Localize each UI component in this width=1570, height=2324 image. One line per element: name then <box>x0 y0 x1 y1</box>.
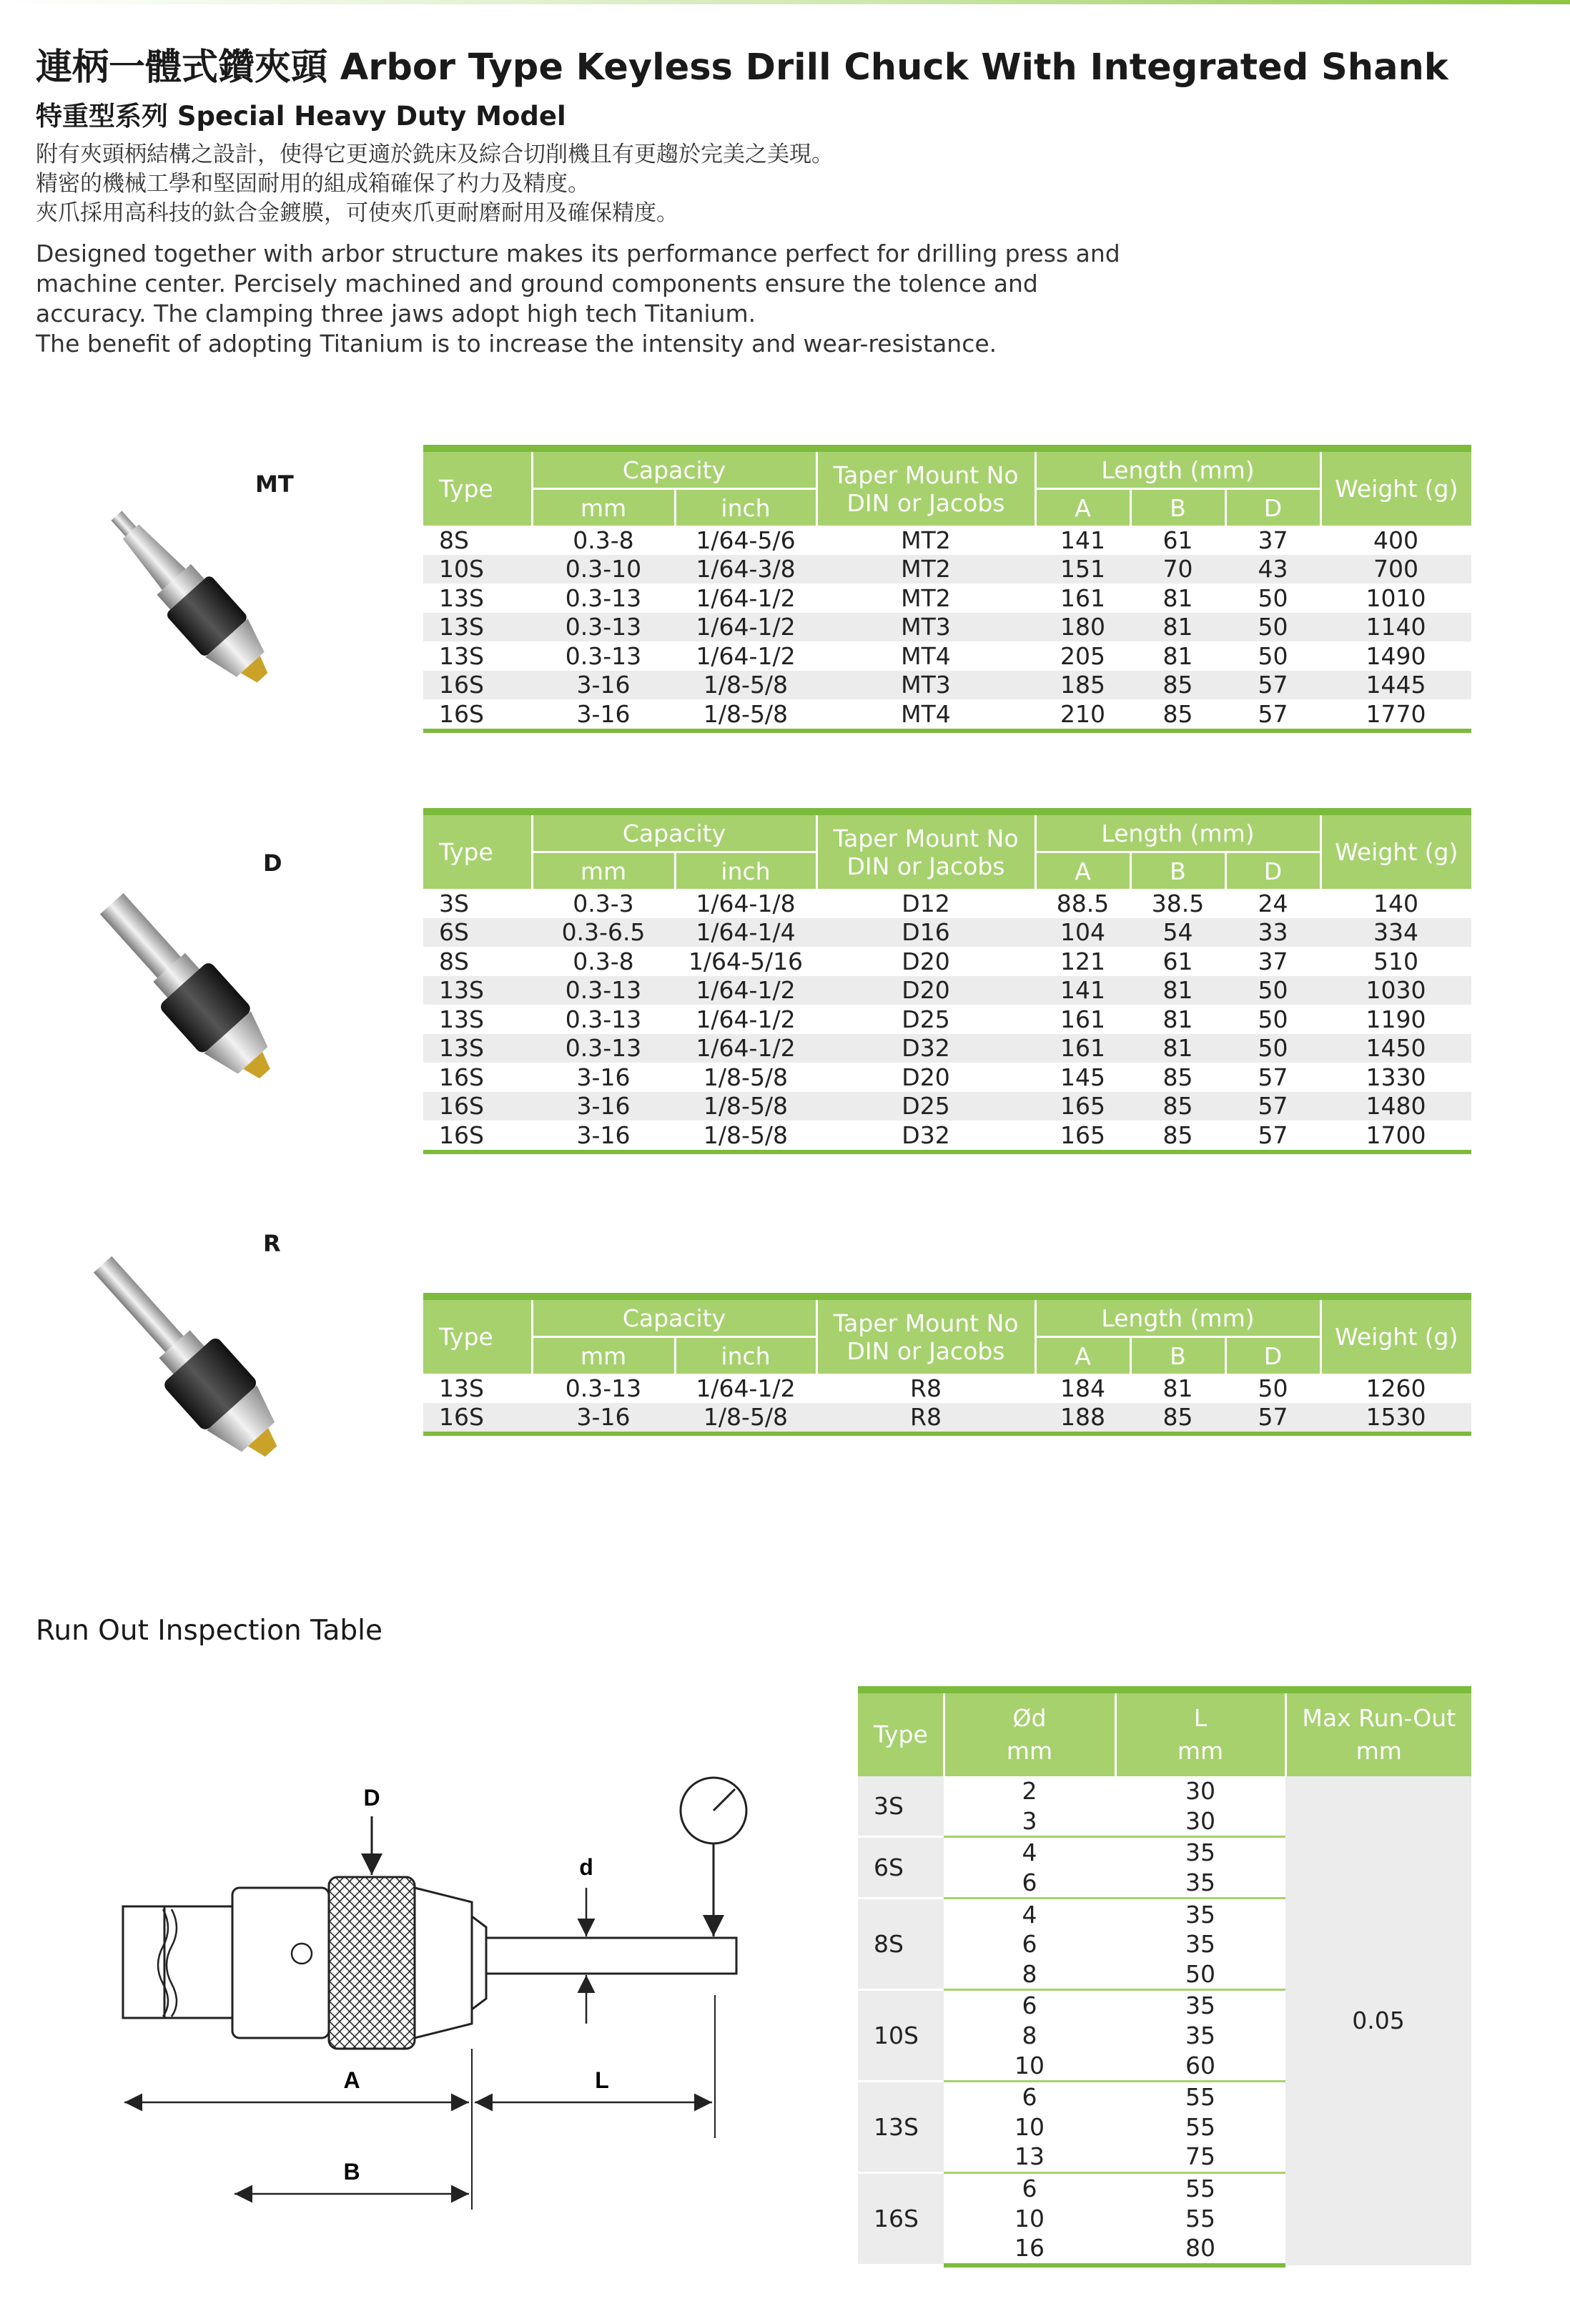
top-accent-bar <box>0 0 1570 4</box>
runout-cell-od: 6 <box>1022 2175 1037 2203</box>
runout-diagram <box>114 1766 758 2210</box>
cell-inch: 1/64-1/2 <box>675 1034 816 1063</box>
table-row <box>423 584 1471 613</box>
cell-length-b: 85 <box>1130 699 1225 731</box>
runout-header-od-line2: mm <box>1006 1737 1053 1765</box>
table-row <box>423 1374 1471 1403</box>
diagram-label-a: A <box>343 2067 360 2093</box>
cell-inch: 1/8-5/8 <box>675 699 816 731</box>
cell-type: 16S <box>423 671 532 700</box>
cell-taper: MT2 <box>901 584 951 612</box>
cell-type: 8S <box>439 947 469 975</box>
header-b: B <box>1130 1337 1225 1374</box>
page-title: 連柄一體式鑽夾頭 Arbor Type Keyless Drill Chuck With Integrated Shank <box>36 46 1448 89</box>
cell-length-d: 57 <box>1225 1092 1320 1121</box>
cell-inch: 1/64-1/2 <box>696 641 796 670</box>
cell-type: 16S <box>423 1403 532 1434</box>
cell-length-d: 57 <box>1225 699 1320 731</box>
table-row <box>423 1121 1471 1152</box>
cell-mm: 0.3-6.5 <box>532 918 675 947</box>
runout-header-max-line2: mm <box>1356 1737 1402 1765</box>
header-b: B <box>1130 852 1225 890</box>
header-type: Type <box>423 448 532 526</box>
runout-cell-l: 30 <box>1185 1777 1215 1806</box>
header-taper-line1: Taper Mount No <box>833 824 1019 852</box>
cell-taper: MT3 <box>816 613 1035 642</box>
description-zh-line: 夾爪採用高科技的鈦合金鍍膜，可使夾爪更耐磨耐用及確保精度。 <box>36 200 678 226</box>
runout-cell-type: 10S <box>858 1990 944 2082</box>
cell-taper: MT2 <box>901 526 951 554</box>
table-row <box>423 641 1471 671</box>
header-mm: mm <box>532 1337 675 1374</box>
diagram-label-d-upper: D <box>363 1785 380 1811</box>
runout-cell-l: 75 <box>1115 2142 1285 2172</box>
table-row <box>423 947 1471 976</box>
runout-cell-od: 10 <box>944 2050 1115 2081</box>
mt-drill-chuck-image <box>71 472 315 729</box>
r-table-body <box>423 1374 1471 1434</box>
runout-header-max <box>1285 1690 1471 1776</box>
r-drill-chuck-image <box>64 1230 322 1502</box>
d-drill-chuck-image <box>71 865 315 1123</box>
cell-weight: 1445 <box>1320 671 1471 700</box>
header-a: A <box>1035 1337 1130 1374</box>
cell-weight: 1480 <box>1320 1092 1471 1121</box>
cell-length-b: 81 <box>1162 1005 1193 1033</box>
header-mm: mm <box>532 852 675 890</box>
header-length: Length (mm) <box>1035 812 1320 852</box>
cell-inch: 1/8-5/8 <box>675 1092 816 1121</box>
cell-length-b: 85 <box>1130 1403 1225 1434</box>
cell-weight: 1530 <box>1320 1403 1471 1434</box>
runout-header-od <box>944 1690 1115 1776</box>
cell-weight: 1330 <box>1366 1063 1426 1091</box>
cell-length-b: 85 <box>1130 1121 1225 1152</box>
runout-cell-od: 6 <box>1022 1991 1037 2020</box>
cell-mm: 0.3-3 <box>573 889 634 917</box>
runout-cell-od: 4 <box>1022 1838 1037 1867</box>
mt-table-body <box>423 526 1471 731</box>
page-subtitle: 特重型系列 Special Heavy Duty Model <box>36 101 566 132</box>
cell-weight: 1700 <box>1320 1121 1471 1152</box>
cell-weight: 1770 <box>1320 699 1471 731</box>
cell-length-d: 24 <box>1258 889 1288 917</box>
diagram-label-b: B <box>343 2159 360 2185</box>
runout-cell-type: 13S <box>858 2081 944 2172</box>
cell-length-a: 210 <box>1035 699 1130 731</box>
header-taper-line2: DIN or Jacobs <box>846 1336 1005 1365</box>
cell-length-b: 81 <box>1130 613 1225 642</box>
header-length: Length (mm) <box>1035 1296 1320 1337</box>
header-length: Length (mm) <box>1035 448 1320 489</box>
cell-taper: D25 <box>816 1092 1035 1121</box>
diagram-label-d-lower: d <box>579 1854 593 1880</box>
cell-taper: MT2 <box>816 555 1035 584</box>
cell-taper: D20 <box>816 976 1035 1005</box>
cell-taper: D32 <box>816 1121 1035 1152</box>
runout-title: Run Out Inspection Table <box>36 1615 382 1647</box>
cell-inch: 1/64-1/2 <box>696 584 796 612</box>
cell-mm: 0.3-13 <box>565 641 642 670</box>
cell-length-d: 57 <box>1225 1403 1320 1434</box>
cell-mm: 3-16 <box>532 1121 675 1152</box>
runout-table-body <box>858 1776 1471 2265</box>
cell-length-a: 185 <box>1035 671 1130 700</box>
table-row <box>423 699 1471 731</box>
cell-taper: D12 <box>902 889 950 917</box>
description-en-line: Designed together with arbor structure makes its performance perfect for drilling press and <box>36 240 1120 267</box>
runout-cell-od: 16 <box>944 2233 1115 2265</box>
cell-length-d: 50 <box>1258 1374 1288 1402</box>
mt-spec-table <box>423 445 1471 733</box>
runout-cell-l: 35 <box>1185 1930 1215 1959</box>
runout-cell-od: 10 <box>1014 2204 1045 2232</box>
cell-length-d: 37 <box>1258 526 1288 554</box>
cell-mm: 3-16 <box>532 1403 675 1434</box>
runout-header-max-line1: Max Run-Out <box>1302 1704 1456 1732</box>
cell-inch: 1/8-5/8 <box>675 1403 816 1434</box>
runout-cell-l: 55 <box>1185 2175 1215 2203</box>
cell-taper: MT3 <box>816 671 1035 700</box>
cell-length-a: 188 <box>1035 1403 1130 1434</box>
header-a: A <box>1035 852 1130 890</box>
cell-length-a: 161 <box>1060 1005 1105 1033</box>
cell-length-d: 37 <box>1258 947 1288 975</box>
runout-cell-od: 6 <box>1022 2083 1037 2112</box>
header-taper-line2: DIN or Jacobs <box>846 852 1005 880</box>
cell-mm: 3-16 <box>576 1063 631 1091</box>
cell-inch: 1/64-5/16 <box>688 947 804 975</box>
runout-cell-l: 50 <box>1115 1959 1285 1990</box>
cell-type: 13S <box>423 976 532 1005</box>
table-row <box>423 1034 1471 1063</box>
cell-length-b: 38.5 <box>1151 889 1205 917</box>
cell-mm: 0.3-13 <box>532 613 675 642</box>
cell-length-d: 50 <box>1258 584 1288 612</box>
cell-type: 16S <box>423 699 532 731</box>
header-weight: Weight (g) <box>1320 448 1471 526</box>
header-weight: Weight (g) <box>1320 1296 1471 1374</box>
cell-inch: 1/8-5/8 <box>675 1121 816 1152</box>
cell-type: 13S <box>439 584 484 612</box>
runout-cell-l: 55 <box>1185 2204 1215 2232</box>
header-capacity: Capacity <box>532 812 816 852</box>
cell-length-d: 50 <box>1258 1005 1288 1033</box>
cell-length-d: 43 <box>1225 555 1320 584</box>
cell-type: 13S <box>423 613 532 642</box>
runout-cell-od: 2 <box>1022 1777 1037 1806</box>
cell-weight: 1190 <box>1366 1005 1426 1033</box>
cell-length-a: 104 <box>1035 918 1130 947</box>
cell-length-b: 70 <box>1130 555 1225 584</box>
runout-table <box>858 1686 1471 2268</box>
header-type: Type <box>423 812 532 889</box>
cell-type: 6S <box>423 918 532 947</box>
cell-taper: D16 <box>816 918 1035 947</box>
runout-cell-l: 30 <box>1115 1806 1285 1837</box>
table-row <box>423 918 1471 947</box>
cell-length-a: 184 <box>1060 1374 1105 1402</box>
runout-header-l-line2: mm <box>1177 1737 1224 1765</box>
cell-mm: 0.3-13 <box>565 1005 642 1033</box>
description-en-line: accuracy. The clamping three jaws adopt high tech Titanium. <box>36 300 756 328</box>
d-spec-table <box>423 808 1471 1154</box>
cell-inch: 1/8-5/8 <box>703 1063 789 1091</box>
table-row <box>423 1403 1471 1434</box>
cell-taper: MT4 <box>901 641 951 670</box>
header-taper-line2: DIN or Jacobs <box>846 488 1005 517</box>
cell-length-a: 161 <box>1060 584 1105 612</box>
cell-taper: D20 <box>902 1063 950 1091</box>
runout-cell-od: 4 <box>1022 1900 1037 1929</box>
table-row <box>423 1005 1471 1034</box>
runout-cell-type: 8S <box>858 1899 944 1990</box>
cell-length-b: 81 <box>1130 1034 1225 1063</box>
cell-mm: 0.3-13 <box>565 584 642 612</box>
cell-length-b: 85 <box>1130 671 1225 700</box>
cell-inch: 1/64-1/8 <box>696 889 796 917</box>
table-row <box>423 671 1471 700</box>
runout-cell-type: 3S <box>858 1776 944 1837</box>
cell-weight: 1260 <box>1366 1374 1426 1402</box>
cell-mm: 3-16 <box>532 699 675 731</box>
cell-mm: 3-16 <box>532 1092 675 1121</box>
r-spec-table <box>423 1293 1471 1436</box>
table-row <box>423 526 1471 555</box>
header-taper-line1: Taper Mount No <box>833 461 1019 489</box>
cell-length-a: 205 <box>1060 641 1105 670</box>
cell-mm: 3-16 <box>532 671 675 700</box>
cell-length-d: 57 <box>1258 1063 1288 1091</box>
runout-cell-l: 35 <box>1185 1991 1215 2020</box>
description-english <box>36 239 1120 359</box>
cell-inch: 1/64-3/8 <box>675 555 816 584</box>
header-taper-line1: Taper Mount No <box>833 1309 1019 1337</box>
table-row <box>423 555 1471 584</box>
cell-length-d: 50 <box>1225 613 1320 642</box>
runout-header-od-line1: Ød <box>1012 1704 1047 1732</box>
header-d: D <box>1225 1337 1320 1374</box>
cell-length-b: 61 <box>1162 526 1193 554</box>
cell-length-b: 54 <box>1130 918 1225 947</box>
cell-length-a: 141 <box>1060 526 1105 554</box>
cell-length-a: 88.5 <box>1056 889 1110 917</box>
cell-length-a: 165 <box>1035 1092 1130 1121</box>
runout-cell-l: 60 <box>1115 2050 1285 2081</box>
runout-cell-l: 55 <box>1185 2112 1215 2141</box>
cell-inch: 1/64-1/2 <box>696 1005 796 1033</box>
cell-length-d: 50 <box>1225 1034 1320 1063</box>
runout-cell-od: 6 <box>944 1868 1115 1899</box>
header-capacity: Capacity <box>532 448 816 489</box>
cell-weight: 1490 <box>1366 641 1426 670</box>
diagram-label-l: L <box>595 2067 609 2093</box>
cell-length-b: 81 <box>1162 641 1193 670</box>
cell-inch: 1/64-1/4 <box>675 918 816 947</box>
table-row <box>423 889 1471 918</box>
cell-type: 13S <box>423 1034 532 1063</box>
cell-type: 16S <box>439 1063 484 1091</box>
runout-cell-od: 3 <box>944 1806 1115 1837</box>
cell-mm: 0.3-10 <box>532 555 675 584</box>
header-weight: Weight (g) <box>1320 812 1471 889</box>
header-mm: mm <box>532 489 675 526</box>
cell-length-b: 85 <box>1162 1063 1193 1091</box>
cell-length-b: 81 <box>1130 976 1225 1005</box>
header-b: B <box>1130 489 1225 526</box>
cell-length-b: 61 <box>1162 947 1193 975</box>
cell-mm: 0.3-8 <box>573 526 634 554</box>
section-label-r: R <box>263 1230 281 1257</box>
table-row <box>423 613 1471 642</box>
runout-cell-l: 35 <box>1185 1838 1215 1867</box>
cell-mm: 0.3-13 <box>532 976 675 1005</box>
cell-weight: 400 <box>1373 526 1418 554</box>
cell-length-a: 145 <box>1060 1063 1105 1091</box>
cell-inch: 1/64-1/2 <box>696 1374 796 1402</box>
runout-header-l-line1: L <box>1193 1704 1208 1732</box>
cell-length-a: 180 <box>1035 613 1130 642</box>
cell-type: 13S <box>439 1374 484 1402</box>
section-label-mt: MT <box>255 471 294 498</box>
d-table-body <box>423 889 1471 1152</box>
cell-length-d: 57 <box>1225 671 1320 700</box>
header-capacity: Capacity <box>532 1296 816 1337</box>
runout-cell-max: 0.05 <box>1285 1776 1471 2265</box>
cell-taper: D20 <box>902 947 950 975</box>
runout-cell-od: 8 <box>944 1959 1115 1990</box>
runout-cell-od: 8 <box>1022 2022 1037 2050</box>
cell-type: 3S <box>439 889 469 917</box>
cell-length-a: 165 <box>1035 1121 1130 1152</box>
cell-length-a: 141 <box>1035 976 1130 1005</box>
cell-mm: 0.3-8 <box>573 947 634 975</box>
header-inch: inch <box>675 489 816 526</box>
runout-header-type: Type <box>858 1690 944 1776</box>
runout-cell-l: 80 <box>1115 2233 1285 2265</box>
header-type: Type <box>423 1296 532 1374</box>
cell-weight: 334 <box>1320 918 1471 947</box>
table-row <box>423 1063 1471 1092</box>
cell-length-d: 50 <box>1225 976 1320 1005</box>
cell-length-a: 161 <box>1035 1034 1130 1063</box>
header-taper-mount <box>816 812 1035 889</box>
cell-length-d: 57 <box>1225 1121 1320 1152</box>
cell-length-a: 151 <box>1035 555 1130 584</box>
runout-cell-type: 6S <box>858 1837 944 1899</box>
table-row <box>423 976 1471 1005</box>
cell-type: 13S <box>439 641 484 670</box>
table-row <box>423 1092 1471 1121</box>
runout-cell-l: 35 <box>1185 1900 1215 1929</box>
cell-taper: R8 <box>816 1403 1035 1434</box>
cell-length-b: 81 <box>1162 584 1193 612</box>
description-zh-line: 精密的機械工學和堅固耐用的組成箱確保了杓力及精度。 <box>36 171 590 197</box>
cell-taper: R8 <box>910 1374 942 1402</box>
runout-cell-od: 10 <box>1014 2112 1045 2141</box>
cell-weight: 1010 <box>1366 584 1426 612</box>
cell-taper: MT4 <box>816 699 1035 731</box>
cell-weight: 1030 <box>1320 976 1471 1005</box>
runout-cell-od: 13 <box>944 2142 1115 2172</box>
header-d: D <box>1225 489 1320 526</box>
cell-length-b: 85 <box>1130 1092 1225 1121</box>
cell-inch: 1/8-5/8 <box>675 671 816 700</box>
cell-mm: 0.3-13 <box>565 1374 642 1402</box>
cell-length-b: 81 <box>1162 1374 1193 1402</box>
header-inch: inch <box>675 852 816 890</box>
cell-length-a: 121 <box>1060 947 1105 975</box>
header-d: D <box>1225 852 1320 890</box>
cell-length-d: 33 <box>1225 918 1320 947</box>
cell-taper: D25 <box>902 1005 950 1033</box>
cell-type: 16S <box>423 1092 532 1121</box>
cell-inch: 1/64-1/2 <box>675 976 816 1005</box>
description-en-line: The benefit of adopting Titanium is to increase the intensity and wear-resistance. <box>36 330 997 358</box>
cell-weight: 700 <box>1320 555 1471 584</box>
cell-inch: 1/64-5/6 <box>696 526 796 554</box>
runout-cell-l: 35 <box>1185 2022 1215 2050</box>
runout-header-l <box>1115 1690 1285 1776</box>
cell-taper: D32 <box>816 1034 1035 1063</box>
header-taper-mount <box>816 1296 1035 1374</box>
cell-weight: 1140 <box>1320 613 1471 642</box>
cell-type: 16S <box>423 1121 532 1152</box>
section-label-d: D <box>263 850 282 877</box>
runout-cell-l: 35 <box>1115 1868 1285 1899</box>
cell-inch: 1/64-1/2 <box>675 613 816 642</box>
runout-cell-od: 6 <box>1022 1930 1037 1959</box>
cell-type: 10S <box>423 555 532 584</box>
runout-cell-type: 16S <box>858 2172 944 2265</box>
cell-weight: 510 <box>1373 947 1418 975</box>
cell-type: 13S <box>439 1005 484 1033</box>
runout-row <box>858 1776 1471 1806</box>
cell-mm: 0.3-13 <box>532 1034 675 1063</box>
runout-cell-l: 55 <box>1185 2083 1215 2112</box>
description-zh-line: 附有夾頭柄結構之設計，使得它更適於銑床及綜合切削機且有更趨於完美之美現。 <box>36 142 834 167</box>
cell-type: 8S <box>439 526 469 554</box>
cell-length-d: 50 <box>1258 641 1288 670</box>
header-inch: inch <box>675 1337 816 1374</box>
description-en-line: machine center. Percisely machined and ground components ensure the tolence and <box>36 270 1038 297</box>
cell-weight: 140 <box>1373 889 1418 917</box>
description-chinese <box>36 140 834 228</box>
header-taper-mount <box>816 448 1035 526</box>
cell-weight: 1450 <box>1320 1034 1471 1063</box>
header-a: A <box>1035 489 1130 526</box>
